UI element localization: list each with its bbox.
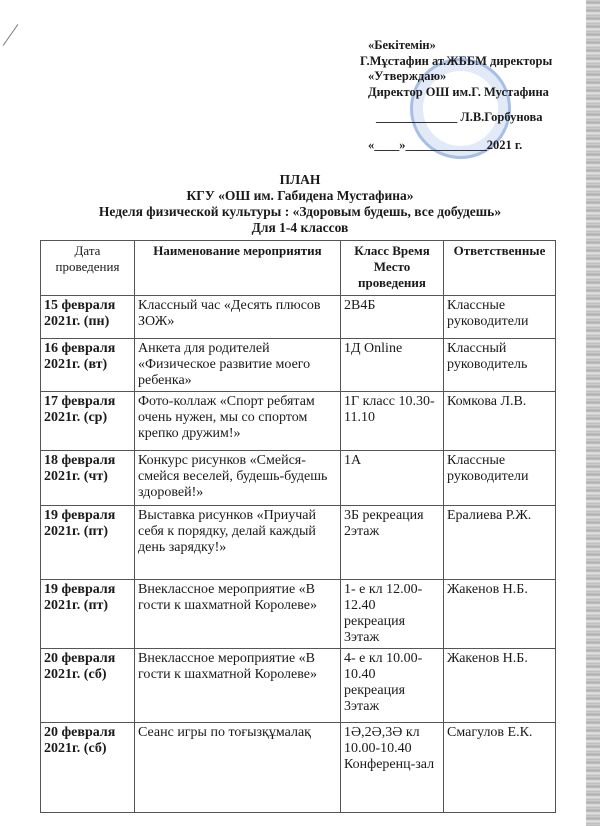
responsible-cell: Жакенов Н.Б. — [444, 649, 556, 723]
column-header: Ответственные — [444, 241, 556, 296]
table-row — [41, 649, 556, 723]
event-cell: Выставка рисунков «Приучай себя к порядку, делай каждый день зарядку!» — [135, 506, 341, 580]
place-cell: 1Ә,2Ә,3Ә кл 10.00-10.40 Конференц-зал — [341, 723, 444, 813]
responsible-cell: Комкова Л.В. — [444, 392, 556, 451]
event-cell: Внеклассное мероприятие «В гости к шахматной Королеве» — [135, 649, 341, 723]
event-cell: Анкета для родителей «Физическое развитие моего ребенка» — [135, 339, 341, 392]
scan-edge — [586, 0, 600, 826]
place-cell: 1Г класс 10.30-11.10 — [341, 392, 444, 451]
date-cell: 19 февраля 2021г. (пт) — [41, 506, 135, 580]
place-cell: 3Б рекреация 2этаж — [341, 506, 444, 580]
responsible-cell: Жакенов Н.Б. — [444, 580, 556, 649]
document-title: ПЛАН — [279, 172, 321, 187]
plan-table — [40, 240, 556, 813]
event-cell: Конкурс рисунков «Смейся-смейся веселей, будешь-будешь здоровей!» — [135, 451, 341, 506]
date-cell: 15 февраля 2021г. (пн) — [41, 296, 135, 339]
date-line: «____»_____________2021 г. — [368, 137, 523, 152]
responsible-cell: Ералиева Р.Ж. — [444, 506, 556, 580]
table-row — [41, 451, 556, 506]
date-cell: 20 февраля 2021г. (сб) — [41, 723, 135, 813]
place-cell: 1Д Online — [341, 339, 444, 392]
approval-line: «Бекітемін» — [368, 38, 436, 52]
event-cell: Сеанс игры по тоғызқұмалақ — [135, 723, 341, 813]
table-row — [41, 392, 556, 451]
table-row — [41, 296, 556, 339]
date-cell: 16 февраля 2021г. (вт) — [41, 339, 135, 392]
responsible-cell: Классные руководители — [444, 451, 556, 506]
event-cell: Внеклассное мероприятие «В гости к шахматной Королеве» — [135, 580, 341, 649]
approval-line: «Утверждаю» — [368, 69, 447, 83]
place-cell: 1- е кл 12.00-12.40 рекреация 3этаж — [341, 580, 444, 649]
date-cell: 19 февраля 2021г. (пт) — [41, 580, 135, 649]
column-header: Наименование мероприятия — [135, 241, 341, 296]
place-cell: 4- е кл 10.00-10.40 рекреация 3этаж — [341, 649, 444, 723]
date-cell: 18 февраля 2021г. (чт) — [41, 451, 135, 506]
event-cell: Классный час «Десять плюсов ЗОЖ» — [135, 296, 341, 339]
table-row — [41, 580, 556, 649]
table-row — [41, 506, 556, 580]
table-row — [41, 723, 556, 813]
table-row — [41, 339, 556, 392]
place-cell: 1А — [341, 451, 444, 506]
organization: КГУ «ОШ им. Габидена Мустафина» — [186, 188, 414, 203]
place-cell: 2В4Б — [341, 296, 444, 339]
column-header: Дата проведения — [41, 241, 135, 296]
audience: Для 1-4 классов — [251, 220, 349, 235]
signature-line: _____________ Л.В.Горбунова — [376, 110, 543, 124]
pen-mark — [3, 24, 19, 46]
responsible-cell: Смагулов Е.К. — [444, 723, 556, 813]
approval-line: Г.Мұстафин ат.ЖББМ директоры — [360, 53, 553, 68]
table-header-row — [41, 241, 556, 296]
approval-block — [360, 38, 552, 153]
column-header: Класс Время Место проведения — [341, 241, 444, 296]
date-cell: 20 февраля 2021г. (сб) — [41, 649, 135, 723]
document-header — [0, 172, 600, 236]
responsible-cell: Классные руководители — [444, 296, 556, 339]
event-cell: Фото-коллаж «Спорт ребятам очень нужен, мы со спортом крепко дружим!» — [135, 392, 341, 451]
subtitle: Неделя физической культуры : «Здоровым будешь, все добудешь» — [98, 204, 502, 219]
approval-line: Директор ОШ им.Г. Мустафина — [368, 84, 549, 99]
date-cell: 17 февраля 2021г. (ср) — [41, 392, 135, 451]
responsible-cell: Классный руководитель — [444, 339, 556, 392]
